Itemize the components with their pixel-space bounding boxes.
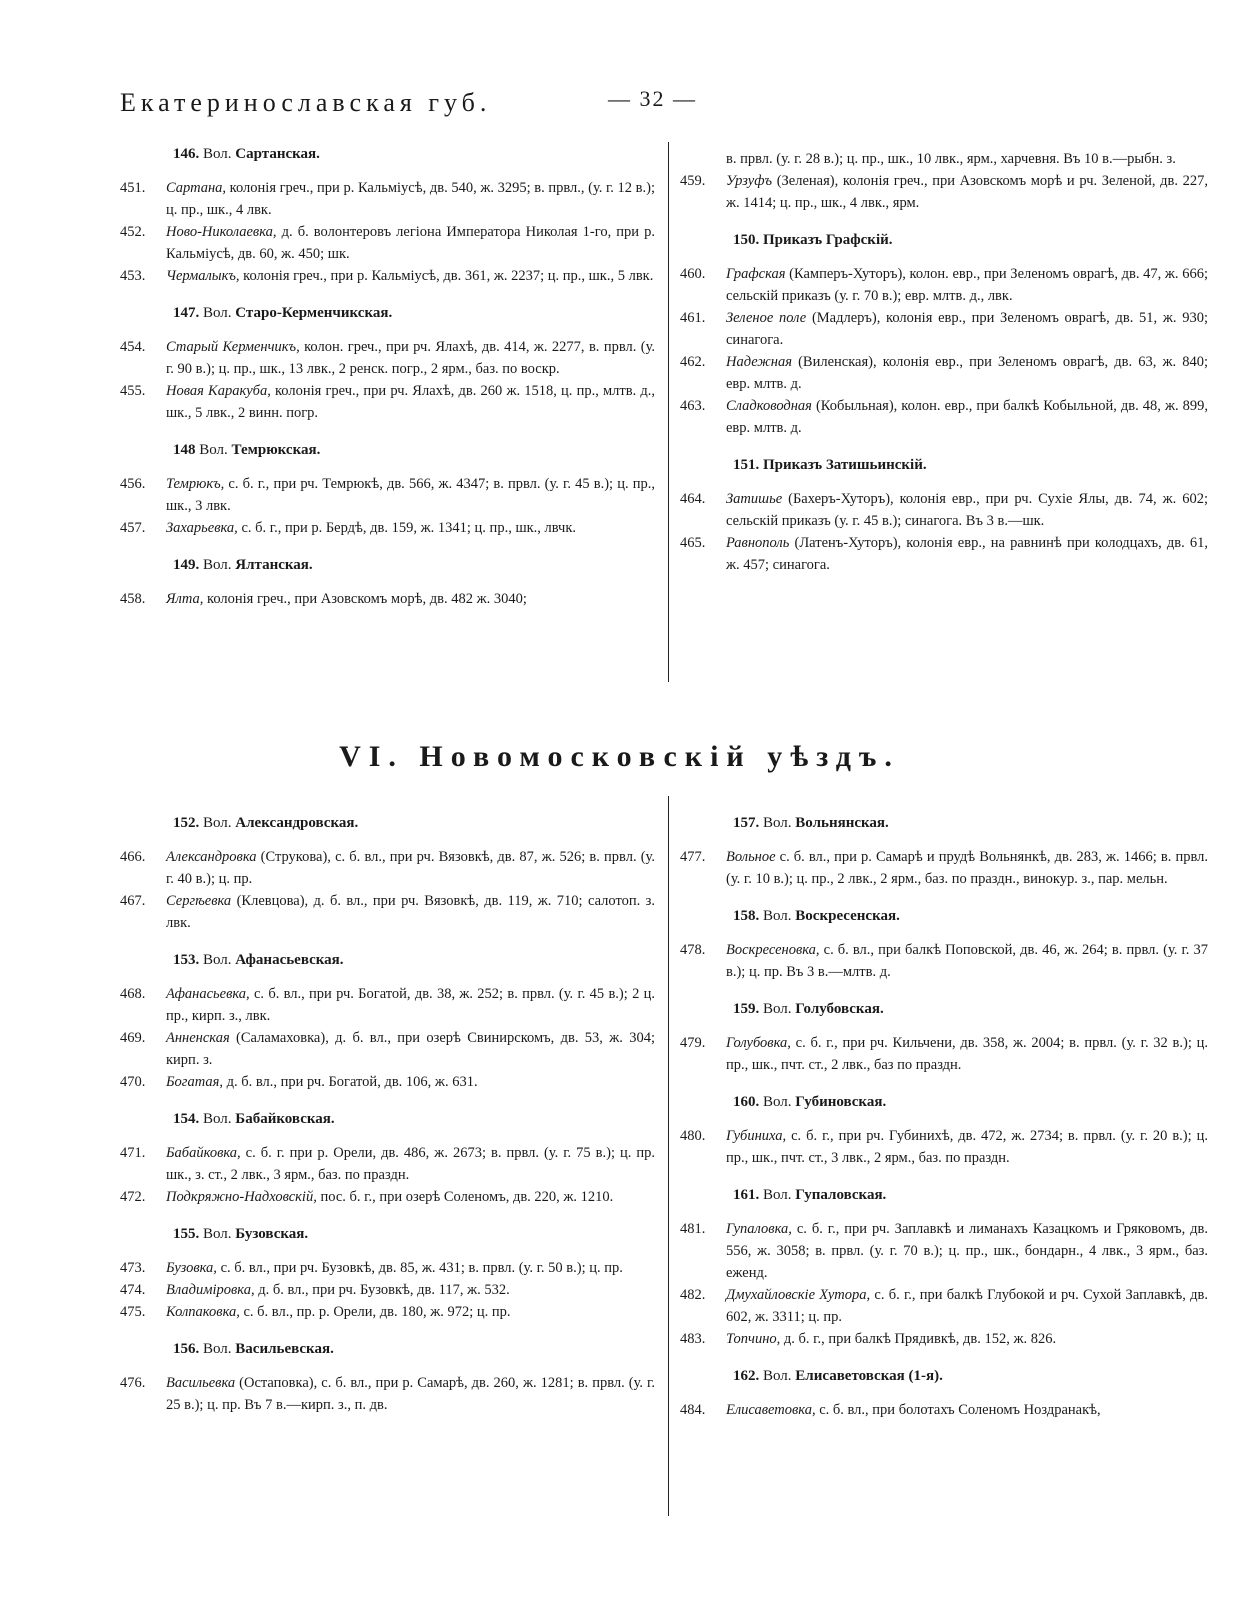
volost-number: 157. (733, 815, 760, 831)
entry-text (726, 1399, 1208, 1421)
volost-heading (680, 1001, 1208, 1018)
settlement-entry (680, 939, 1208, 983)
entry-text (726, 1328, 1208, 1350)
entry-text (726, 170, 1208, 214)
volost-heading (680, 908, 1208, 925)
entry-text (726, 307, 1208, 351)
settlement-name: Воскресеновка, (726, 942, 820, 958)
settlement-entry (680, 488, 1208, 532)
entry-text (166, 336, 655, 380)
volost-heading (120, 305, 655, 322)
entry-description: д. б. волонтеровъ легіона Императора Николая 1-го, при р. Кальміусѣ, дв. 60, ж. 450; шк. (166, 224, 655, 262)
entry-description: (Остаповка), с. б. вл., при р. Самарѣ, дв. 260, ж. 1281; в. првл. (у. г. 25 в.); ц. пр. Въ 7 в.—кирп. з., п. дв. (166, 1375, 655, 1413)
entry-number: 453. (120, 268, 146, 284)
entry-text (166, 1186, 655, 1208)
entry-number: 480. (680, 1128, 706, 1144)
settlement-entry (680, 170, 1208, 214)
settlement-name: Александровка (166, 849, 257, 865)
settlement-entry (120, 473, 655, 517)
settlement-name: Надежная (726, 354, 792, 370)
volost-number: 160. (733, 1094, 760, 1110)
settlement-entry (120, 1257, 655, 1279)
volost-number: 155. (173, 1226, 200, 1242)
volost-heading (120, 557, 655, 574)
entry-text (726, 351, 1208, 395)
settlement-entry (120, 336, 655, 380)
entry-text (726, 488, 1208, 532)
volost-label: Вол. (203, 1226, 232, 1242)
volost-name: Приказъ Графскій. (763, 232, 893, 248)
settlement-entry (120, 1279, 655, 1301)
entry-text (726, 1218, 1208, 1284)
entry-description: (Кобыльная), колон. евр., при балкѣ Кобыльной, дв. 48, ж. 899, евр. млтв. д. (726, 398, 1208, 436)
entry-text (726, 532, 1208, 576)
settlement-entry (120, 846, 655, 890)
volost-number: 159. (733, 1001, 760, 1017)
volost-number: 149. (173, 557, 200, 573)
entry-number: 451. (120, 180, 146, 196)
settlement-name: Сладководная (726, 398, 812, 414)
entry-text (166, 846, 655, 890)
settlement-entry (120, 1301, 655, 1323)
settlement-name: Владиміровка, (166, 1282, 255, 1298)
settlement-name: Васильевка (166, 1375, 236, 1391)
volost-name: Воскресенская. (795, 908, 900, 924)
volost-number: 154. (173, 1111, 200, 1127)
entry-number: 456. (120, 476, 146, 492)
settlement-entry (120, 983, 655, 1027)
volost-heading (680, 1368, 1208, 1385)
volost-name: Елисаветовская (1-я). (795, 1368, 943, 1384)
entry-number: 457. (120, 520, 146, 536)
entry-description: д. б. г., при балкѣ Прядивкѣ, дв. 152, ж. 826. (780, 1331, 1057, 1347)
settlement-entry (680, 1284, 1208, 1328)
settlement-name: Графская (726, 266, 786, 282)
entry-description: д. б. вл., при рч. Бузовкѣ, дв. 117, ж. 532. (254, 1282, 510, 1298)
entry-number: 474. (120, 1282, 146, 1298)
settlement-entry (680, 1125, 1208, 1169)
volost-name: Гупаловская. (795, 1187, 887, 1203)
volost-label: Вол. (763, 1187, 792, 1203)
settlement-name: Темрюкъ, (166, 476, 225, 492)
entry-description: с. б. г., при рч. Кильчени, дв. 358, ж. 2004; в. првл. (у. г. 32 в.); ц. пр., шк., пчт. ст., 2 лвк., баз по праздн. (726, 1035, 1208, 1073)
entry-text (726, 846, 1208, 890)
volost-heading (120, 1111, 655, 1128)
entry-description: с. б. вл., при балкѣ Поповской, дв. 46, ж. 264; в. првл. (у. г. 37 в.); ц. пр. Въ 3 в.—млтв. д. (726, 942, 1208, 980)
entry-number: 472. (120, 1189, 146, 1205)
settlement-name: Урзуфъ (726, 173, 773, 189)
entry-text (166, 473, 655, 517)
volost-heading (680, 232, 1208, 249)
entry-description: колон. греч., при рч. Ялахѣ, дв. 414, ж. 2277, в. првл. (у. г. 90 в.); ц. пр., шк., 13 лвк., 2 ренск. погр., 2 ярм., баз. по воскр. (166, 339, 655, 377)
volost-heading (120, 952, 655, 969)
volost-name: Ялтанская. (235, 557, 313, 573)
volost-name: Губиновская. (795, 1094, 887, 1110)
volost-label: Вол. (203, 1111, 232, 1127)
settlement-name: Голубовка, (726, 1035, 791, 1051)
entry-number: 459. (680, 173, 706, 189)
entry-description: (Саламаховка), д. б. вл., при озерѣ Свинирскомъ, дв. 53, ж. 304; кирп. з. (166, 1030, 655, 1068)
settlement-name: Новая Каракуба, (166, 383, 271, 399)
settlement-name: Бузовка, (166, 1260, 217, 1276)
entry-number: 468. (120, 986, 146, 1002)
settlement-name: Сартана, (166, 180, 227, 196)
volost-label: Вол. (763, 1368, 792, 1384)
entry-number: 476. (120, 1375, 146, 1391)
entry-description: колонія греч., при Азовскомъ морѣ, дв. 482 ж. 3040; (203, 591, 527, 607)
entry-description: с. б. вл., при болотахъ Соленомъ Ноздранакѣ, (815, 1402, 1101, 1418)
volost-heading (680, 457, 1208, 474)
entry-text (166, 265, 655, 287)
settlement-name: Гупаловка, (726, 1221, 792, 1237)
lower-left-column (120, 815, 655, 1416)
settlement-name: Старый Керменчикъ, (166, 339, 300, 355)
entry-number: 475. (120, 1304, 146, 1320)
entry-text (166, 517, 655, 539)
district-title: VI. Новомосковскій уѣздъ. (339, 740, 900, 773)
settlement-name: Ново-Николаевка, (166, 224, 277, 240)
entry-number: 455. (120, 383, 146, 399)
settlement-name: Подкряжно-Надховскій, (166, 1189, 317, 1205)
entry-description: колонія греч., при рч. Ялахѣ, дв. 260 ж. 1518, ц. пр., млтв. д., шк., 5 лвк., 2 винн. погр. (166, 383, 655, 421)
settlement-name: Равнополь (726, 535, 790, 551)
entry-text (726, 1284, 1208, 1328)
volost-heading (120, 442, 655, 459)
entry-description: в. првл. (у. г. 28 в.); ц. пр., шк., 10 лвк., ярм., харчевня. Въ 10 в.—рыбн. з. (726, 151, 1176, 167)
settlement-entry (680, 1032, 1208, 1076)
volost-heading (680, 1094, 1208, 1111)
volost-name: Александровская. (235, 815, 359, 831)
settlement-name: Бабайковка, (166, 1145, 241, 1161)
entry-description: с. б. г. при р. Орели, дв. 486, ж. 2673; в. првл. (у. г. 75 в.); ц. пр. шк., з. ст., 2 лвк., 3 ярм., баз. по праздн. (166, 1145, 655, 1183)
entry-number: 461. (680, 310, 706, 326)
entry-description: (Латенъ-Хуторъ), колонія евр., на равнинѣ при колодцахъ, дв. 61, ж. 457; синагога. (726, 535, 1208, 573)
volost-label: Вол. (203, 815, 232, 831)
entry-number: 469. (120, 1030, 146, 1046)
entry-description: с. б. г., при балкѣ Глубокой и рч. Сухой Заплавкѣ, дв. 602, ж. 3311; ц. пр. (726, 1287, 1208, 1325)
settlement-entry (680, 307, 1208, 351)
settlement-entry (680, 1328, 1208, 1350)
volost-label: Вол. (203, 1341, 232, 1357)
entry-text (166, 1372, 655, 1416)
settlement-entry (680, 1218, 1208, 1284)
settlement-entry (680, 846, 1208, 890)
entry-text (166, 1071, 655, 1093)
settlement-entry (120, 517, 655, 539)
volost-name: Вольнянская. (795, 815, 889, 831)
upper-right-column (680, 148, 1208, 576)
settlement-name: Анненская (166, 1030, 230, 1046)
column-divider-upper (668, 142, 669, 682)
settlement-entry (120, 588, 655, 610)
settlement-entry (120, 177, 655, 221)
settlement-entry (120, 1027, 655, 1071)
entry-text (726, 395, 1208, 439)
entry-number: 479. (680, 1035, 706, 1051)
volost-label: Вол. (763, 815, 792, 831)
entry-description: д. б. вл., при рч. Богатой, дв. 106, ж. 631. (222, 1074, 478, 1090)
running-header: Екатеринославская губ. (120, 88, 492, 117)
entry-number: 463. (680, 398, 706, 414)
settlement-name: Богатая, (166, 1074, 223, 1090)
settlement-name: Колпаковка, (166, 1304, 240, 1320)
volost-heading (120, 1226, 655, 1243)
page-number: — 32 — (608, 86, 697, 111)
settlement-name: Губиниха, (726, 1128, 787, 1144)
settlement-entry (120, 221, 655, 265)
volost-name: Голубовская. (795, 1001, 884, 1017)
entry-number: 452. (120, 224, 146, 240)
volost-label: Вол. (203, 557, 232, 573)
entry-description: (Клевцова), д. б. вл., при рч. Вязовкѣ, дв. 119, ж. 710; салотоп. з. лвк. (166, 893, 655, 931)
entry-number: 473. (120, 1260, 146, 1276)
settlement-name: Вольное (726, 849, 776, 865)
volost-heading (120, 1341, 655, 1358)
entry-text (166, 1257, 655, 1279)
entry-description: с. б. г., при рч. Темрюкѣ, дв. 566, ж. 4347; в. првл. (у. г. 45 в.); ц. пр., шк., 3 лвк. (166, 476, 655, 514)
settlement-entry (680, 532, 1208, 576)
volost-number: 153. (173, 952, 200, 968)
entry-number: 462. (680, 354, 706, 370)
entry-description: с. б. вл., при рч. Богатой, дв. 38, ж. 252; в. првл. (у. г. 45 в.); 2 ц. пр., кирп. з., лвк. (166, 986, 655, 1024)
volost-label: Вол. (763, 1094, 792, 1110)
volost-name: Старо-Керменчикская. (235, 305, 393, 321)
entry-number: 454. (120, 339, 146, 355)
volost-name: Приказъ Затишьинскій. (763, 457, 927, 473)
entry-description: (Мадлеръ), колонія евр., при Зеленомъ оврагѣ, дв. 51, ж. 930; синагога. (726, 310, 1208, 348)
settlement-entry (680, 351, 1208, 395)
volost-heading (120, 815, 655, 832)
settlement-name: Афанасьевка, (166, 986, 250, 1002)
entry-number: 458. (120, 591, 146, 607)
settlement-name: Топчино, (726, 1331, 781, 1347)
entry-number: 478. (680, 942, 706, 958)
entry-text (166, 890, 655, 934)
volost-number: 156. (173, 1341, 200, 1357)
entry-text (166, 177, 655, 221)
entry-text (166, 221, 655, 265)
entry-text (166, 1301, 655, 1323)
settlement-name: Елисаветовка, (726, 1402, 816, 1418)
entry-number: 460. (680, 266, 706, 282)
entry-description: (Струкова), с. б. вл., при рч. Вязовкѣ, дв. 87, ж. 526; в. првл. (у. г. 40 в.); ц. пр. (166, 849, 655, 887)
volost-name: Темрюкская. (231, 442, 321, 458)
volost-label: Вол. (763, 1001, 792, 1017)
settlement-entry (680, 1399, 1208, 1421)
settlement-entry (120, 380, 655, 424)
entry-description: (Зеленая), колонія греч., при Азовскомъ морѣ и рч. Зеленой, дв. 227, ж. 1414; ц. пр., шк., 4 лвк., ярм. (726, 173, 1208, 211)
column-divider-lower (668, 796, 669, 1516)
entry-description: колонія греч., при р. Кальміусѣ, дв. 361, ж. 2237; ц. пр., шк., 5 лвк. (239, 268, 654, 284)
entry-description: с. б. вл., при рч. Бузовкѣ, дв. 85, ж. 431; в. првл. (у. г. 50 в.); ц. пр. (216, 1260, 623, 1276)
volost-number: 152. (173, 815, 200, 831)
entry-description: пос. б. г., при озерѣ Соленомъ, дв. 220, ж. 1210. (316, 1189, 614, 1205)
settlement-entry (680, 395, 1208, 439)
entry-text (166, 1279, 655, 1301)
entry-description: (Бахеръ-Хуторъ), колонія евр., при рч. Сухіе Ялы, дв. 74, ж. 602; сельскій приказъ (у. г. 45 в.); синагога. Въ 3 в.—шк. (726, 491, 1208, 529)
entry-text (166, 1027, 655, 1071)
entry-text (726, 1032, 1208, 1076)
settlement-entry (680, 148, 1208, 170)
volost-heading (120, 146, 655, 163)
entry-description: колонія греч., при р. Кальміусѣ, дв. 540, ж. 3295; в. првл., (у. г. 12 в.); ц. пр., шк., 4 лвк. (166, 180, 656, 218)
settlement-name: Затишье (726, 491, 783, 507)
entry-text (166, 1142, 655, 1186)
settlement-entry (120, 1186, 655, 1208)
volost-label: Вол. (203, 305, 232, 321)
entry-text (166, 588, 655, 610)
volost-name: Бузовская. (235, 1226, 309, 1242)
volost-name: Бабайковская. (235, 1111, 335, 1127)
volost-label: Вол. (199, 442, 228, 458)
settlement-entry (120, 890, 655, 934)
entry-text (726, 939, 1208, 983)
entry-description: с. б. г., при рч. Губинихѣ, дв. 472, ж. 2734; в. првл. (у. г. 20 в.); ц. пр., шк., пчт. ст., 3 лвк., 2 ярм., баз. по праздн. (726, 1128, 1208, 1166)
volost-name: Сартанская. (235, 146, 320, 162)
entry-description: с. б. вл., при р. Самарѣ и прудѣ Вольнянкѣ, дв. 283, ж. 1466; в. првл. (у. г. 10 в.); ц. пр., 2 лвк., 2 ярм., баз. по праздн., винокур. з., пар. мельн. (726, 849, 1208, 887)
entry-text (166, 983, 655, 1027)
settlement-entry (120, 1142, 655, 1186)
entry-description: с. б. вл., пр. р. Орели, дв. 180, ж. 972; ц. пр. (239, 1304, 511, 1320)
entry-number: 464. (680, 491, 706, 507)
entry-text (726, 263, 1208, 307)
volost-name: Афанасьевская. (235, 952, 344, 968)
settlement-entry (120, 1372, 655, 1416)
settlement-name: Чермалыкъ, (166, 268, 240, 284)
upper-left-column (120, 146, 655, 610)
entry-description: с. б. г., при рч. Заплавкѣ и лиманахъ Казацкомъ и Гряковомъ, дв. 556, ж. 3058; в. првл. (у. г. 70 в.); ц. пр., шк., бондарн., 4 лвк., 3 ярм., баз. еженд. (726, 1221, 1208, 1281)
volost-number: 151. (733, 457, 760, 473)
volost-number: 146. (173, 146, 200, 162)
volost-number: 148 (173, 442, 196, 458)
lower-right-column (680, 815, 1208, 1421)
volost-number: 162. (733, 1368, 760, 1384)
entry-text (166, 380, 655, 424)
settlement-name: Зеленое поле (726, 310, 807, 326)
entry-number: 467. (120, 893, 146, 909)
volost-label: Вол. (203, 952, 232, 968)
entry-number (680, 148, 726, 170)
volost-number: 150. (733, 232, 760, 248)
volost-number: 147. (173, 305, 200, 321)
entry-description: (Камперъ-Хуторъ), колон. евр., при Зеленомъ оврагѣ, дв. 47, ж. 666; сельскій приказъ (у. г. 70 в.); евр. млтв. д., лвк. (726, 266, 1208, 304)
volost-name: Васильевская. (235, 1341, 334, 1357)
entry-number: 482. (680, 1287, 706, 1303)
volost-heading (680, 815, 1208, 832)
entry-description: (Виленская), колонія евр., при Зеленомъ оврагѣ, дв. 63, ж. 840; евр. млтв. д. (726, 354, 1208, 392)
settlement-entry (680, 263, 1208, 307)
settlement-name: Дмухайловскіе Хутора, (726, 1287, 871, 1303)
volost-label: Вол. (203, 146, 232, 162)
volost-number: 158. (733, 908, 760, 924)
volost-heading (680, 1187, 1208, 1204)
entry-number: 471. (120, 1145, 146, 1161)
volost-label: Вол. (763, 908, 792, 924)
entry-number: 483. (680, 1331, 706, 1347)
settlement-name: Захарьевка, (166, 520, 238, 536)
settlement-entry (120, 265, 655, 287)
settlement-name: Ялта, (166, 591, 204, 607)
settlement-name: Сергѣевка (166, 893, 232, 909)
entry-number: 484. (680, 1402, 706, 1418)
entry-number: 466. (120, 849, 146, 865)
entry-number: 470. (120, 1074, 146, 1090)
entry-text (726, 1125, 1208, 1169)
entry-number: 465. (680, 535, 706, 551)
volost-number: 161. (733, 1187, 760, 1203)
entry-number: 477. (680, 849, 706, 865)
entry-text (726, 148, 1208, 170)
entry-number: 481. (680, 1221, 706, 1237)
settlement-entry (120, 1071, 655, 1093)
entry-description: с. б. г., при р. Бердѣ, дв. 159, ж. 1341; ц. пр., шк., лвчк. (237, 520, 577, 536)
